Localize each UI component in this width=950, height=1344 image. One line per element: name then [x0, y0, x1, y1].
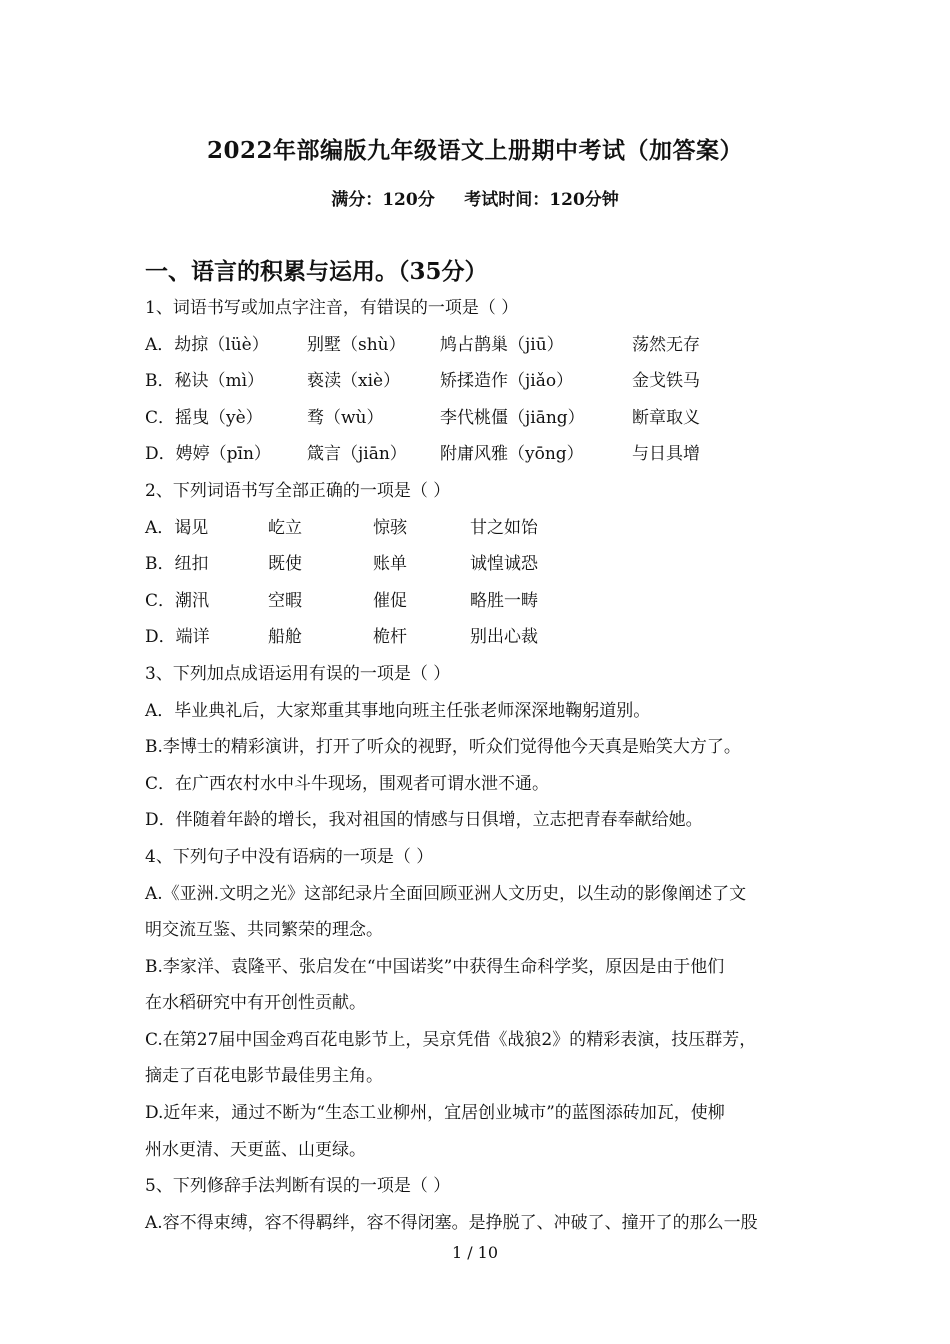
question-5-stem: 5、下列修辞手法判断有误的一项是（ ） — [145, 1176, 451, 1197]
question-1-option-a: A．劫掠（lüè） 别墅（shù） 鸠占鹊巢（jiū） 荡然无存 — [145, 334, 700, 355]
question-2-option-a: A．谒见 屹立 惊骇 甘之如饴 — [145, 517, 538, 538]
question-1-option-b: B．秘诀（mì） 亵渎（xiè） 矫揉造作（jiǎo） 金戈铁马 — [145, 371, 700, 392]
question-4-option-a: A.《亚洲.文明之光》这部纪录片全面回顾亚洲人文历史，以生动的影像阐述了文 明交流互鉴、共同繁荣的理念。 — [145, 883, 747, 941]
page-title: 2022年部编版九年级语文上册期中考试（加答案） — [206, 137, 743, 164]
exam-info: 满分：120分 考试时间：120分钟 — [331, 190, 619, 210]
questions — [145, 290, 810, 1241]
question-2-option-d: D．端详 船舱 桅杆 别出心裁 — [145, 627, 538, 648]
question-2-stem: 2、下列词语书写全部正确的一项是（ ） — [145, 480, 451, 501]
question-1-option-c: C．摇曳（yè） 骛（wù） 李代桃僵（jiāng） 断章取义 — [145, 407, 700, 428]
question-3-option-a: A．毕业典礼后，大家郑重其事地向班主任张老师深深地鞠躬道别。 — [145, 700, 651, 721]
question-1-option-d: D．娉婷（pīn） 箴言（jiān） 附庸风雅（yōng） 与日具增 — [145, 444, 700, 465]
question-3-option-c: C．在广西农村水中斗牛现场，围观者可谓水泄不通。 — [145, 773, 550, 794]
question-4-stem: 4、下列句子中没有语病的一项是（ ） — [145, 846, 434, 867]
question-1-stem: 1、词语书写或加点字注音，有错误的一项是（ ） — [145, 298, 519, 318]
question-3-option-b: B.李博士的精彩演讲，打开了听众的视野，听众们觉得他今天真是贻笑大方了。 — [145, 737, 741, 758]
section-heading: 一、语言的积累与运用。（35分） — [145, 258, 488, 285]
question-2-option-c: C．潮汛 空暇 催促 略胜一畴 — [145, 590, 538, 611]
question-4-option-c: C.在第27届中国金鸡百花电影节上，吴京凭借《战狼2》的精彩表演，技压群芳， 摘走了百花电影节最佳男主角。 — [145, 1029, 757, 1087]
question-2-option-b: B．纽扣 既使 账单 诚惶诚恐 — [145, 554, 538, 575]
question-4-option-d: D.近年来，通过不断为“生态工业柳州，宜居创业城市”的蓝图添砖加瓦，使柳 州水更清、天更蓝、山更绿。 — [145, 1103, 725, 1160]
question-3-stem: 3、下列加点成语运用有误的一项是（ ） — [145, 663, 451, 684]
question-4-option-b: B.李家洋、袁隆平、张启发在“中国诺奖”中获得生命科学奖，原因是由于他们 在水稻研究中有开创性贡献。 — [145, 956, 725, 1014]
page-number: 1 / 10 — [451, 1243, 499, 1262]
question-5-option-a: A.容不得束缚，容不得羁绊，容不得闭塞。是挣脱了、冲破了、撞开了的那么一股 — [145, 1212, 758, 1233]
question-3-option-d: D．伴随着年龄的增长，我对祖国的情感与日俱增，立志把青春奉献给她。 — [145, 810, 703, 831]
